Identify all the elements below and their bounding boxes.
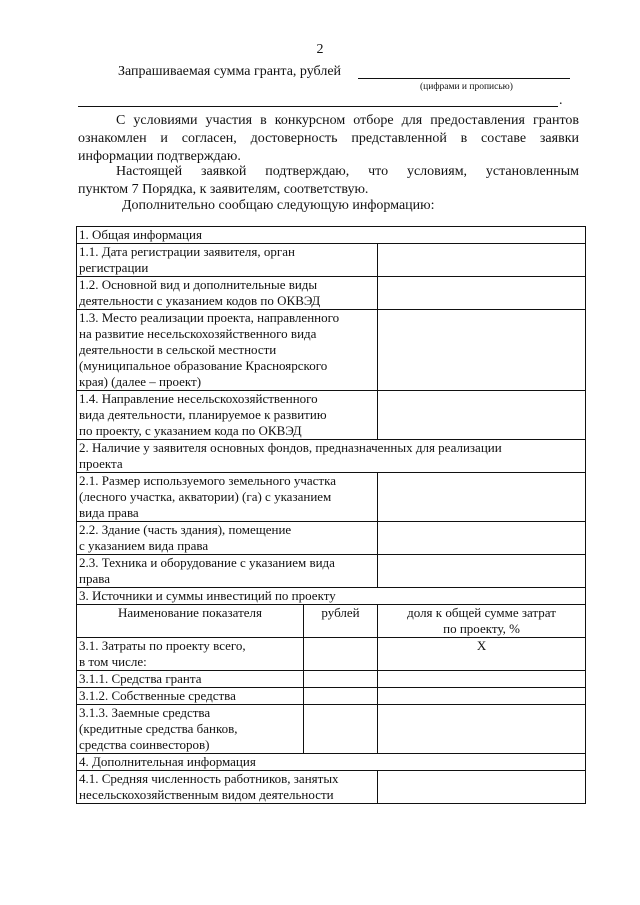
row-3-1-label: 3.1. Затраты по проекту всего, в том числе: bbox=[77, 638, 304, 671]
compliance-line: Настоящей заявкой подтверждаю, что условиям, установленным bbox=[116, 164, 579, 179]
consent-line: информации подтверждаю. bbox=[78, 149, 241, 164]
table-row bbox=[77, 244, 586, 277]
row-2-3-label: 2.3. Техника и оборудование с указанием вида права bbox=[77, 555, 378, 588]
table-row bbox=[77, 771, 586, 804]
row-3-1-2-label: 3.1.2. Собственные средства bbox=[77, 688, 304, 705]
row-4-1-value-cell[interactable] bbox=[378, 771, 586, 804]
section-3-title: 3. Источники и суммы инвестиций по проекту bbox=[77, 588, 586, 605]
table-row bbox=[77, 522, 586, 555]
compliance-line: пунктом 7 Порядка, к заявителям, соответствую. bbox=[78, 182, 369, 197]
row-1-3-value-cell[interactable] bbox=[378, 310, 586, 391]
consent-paragraph bbox=[78, 112, 579, 166]
table-row bbox=[77, 310, 586, 391]
application-info-table bbox=[76, 226, 586, 804]
table-row bbox=[77, 638, 586, 671]
grant-amount-note: (цифрами и прописью) bbox=[420, 82, 513, 92]
section-3-title-row bbox=[77, 588, 586, 605]
consent-line: ознакомлен и согласен, достоверность представленной в составе заявки bbox=[78, 131, 579, 146]
section-3-header-row bbox=[77, 605, 586, 638]
rubles-header: рублей bbox=[304, 605, 378, 638]
row-1-1-label: 1.1. Дата регистрации заявителя, орган регистрации bbox=[77, 244, 378, 277]
compliance-paragraph bbox=[78, 163, 579, 199]
row-3-1-1-share-cell[interactable] bbox=[378, 671, 586, 688]
section-4-title: 4. Дополнительная информация bbox=[77, 754, 586, 771]
section-4-title-row bbox=[77, 754, 586, 771]
consent-line: С условиями участия в конкурсном отборе для предоставления грантов bbox=[116, 113, 579, 128]
row-1-3-label: 1.3. Место реализации проекта, направленного на развитие несельскохозяйственного вида деятельности в сельской местности (муниципальное образование Красноярского края) (далее – проект) bbox=[77, 310, 378, 391]
share-header: доля к общей сумме затрат по проекту, % bbox=[378, 605, 586, 638]
row-1-2-label: 1.2. Основной вид и дополнительные виды деятельности с указанием кодов по ОКВЭД bbox=[77, 277, 378, 310]
table-row bbox=[77, 688, 586, 705]
section-1-title-row bbox=[77, 227, 586, 244]
table-row bbox=[77, 277, 586, 310]
row-2-2-label: 2.2. Здание (часть здания), помещение с указанием вида права bbox=[77, 522, 378, 555]
table-row bbox=[77, 473, 586, 522]
grant-amount-blank-line bbox=[358, 77, 570, 79]
section-2-title: 2. Наличие у заявителя основных фондов, предназначенных для реализации проекта bbox=[77, 440, 586, 473]
table-row bbox=[77, 391, 586, 440]
row-2-2-value-cell[interactable] bbox=[378, 522, 586, 555]
row-3-1-1-label: 3.1.1. Средства гранта bbox=[77, 671, 304, 688]
row-3-1-share-cell: Х bbox=[378, 638, 586, 671]
row-1-4-label: 1.4. Направление несельскохозяйственного вида деятельности, планируемое к развитию по проекту, с указанием кода по ОКВЭД bbox=[77, 391, 378, 440]
page-number: 2 bbox=[316, 42, 324, 57]
additional-info-intro: Дополнительно сообщаю следующую информацию: bbox=[122, 198, 435, 213]
row-3-1-1-rubles-cell[interactable] bbox=[304, 671, 378, 688]
row-3-1-2-share-cell[interactable] bbox=[378, 688, 586, 705]
grant-amount-end-mark: . bbox=[559, 93, 563, 108]
indicator-name-header: Наименование показателя bbox=[77, 605, 304, 638]
row-3-1-3-rubles-cell[interactable] bbox=[304, 705, 378, 754]
table-row bbox=[77, 555, 586, 588]
row-4-1-label: 4.1. Средняя численность работников, занятых несельскохозяйственным видом деятельности bbox=[77, 771, 378, 804]
section-1-title: 1. Общая информация bbox=[77, 227, 586, 244]
section-2-title-row bbox=[77, 440, 586, 473]
row-1-4-value-cell[interactable] bbox=[378, 391, 586, 440]
row-2-3-value-cell[interactable] bbox=[378, 555, 586, 588]
table-row bbox=[77, 671, 586, 688]
row-1-1-value-cell[interactable] bbox=[378, 244, 586, 277]
row-1-2-value-cell[interactable] bbox=[378, 277, 586, 310]
row-3-1-2-rubles-cell[interactable] bbox=[304, 688, 378, 705]
table-row bbox=[77, 705, 586, 754]
row-3-1-3-label: 3.1.3. Заемные средства (кредитные средства банков, средства соинвесторов) bbox=[77, 705, 304, 754]
row-3-1-rubles-cell[interactable] bbox=[304, 638, 378, 671]
row-3-1-3-share-cell[interactable] bbox=[378, 705, 586, 754]
row-2-1-value-cell[interactable] bbox=[378, 473, 586, 522]
grant-amount-words-blank-line bbox=[78, 105, 558, 107]
row-2-1-label: 2.1. Размер используемого земельного участка (лесного участка, акватории) (га) с указанием вида права bbox=[77, 473, 378, 522]
grant-amount-label: Запрашиваемая сумма гранта, рублей bbox=[118, 64, 342, 79]
